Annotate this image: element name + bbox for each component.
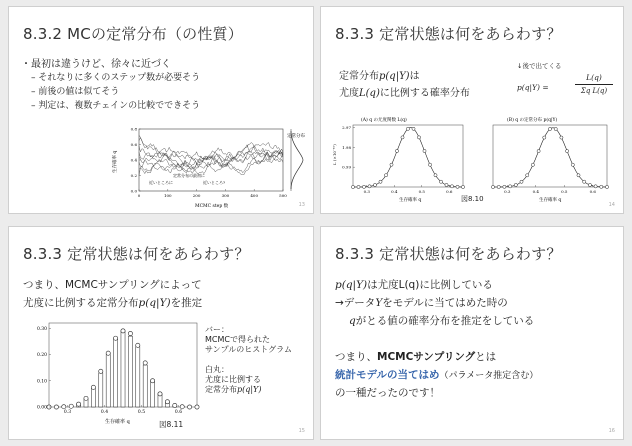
trace-series <box>139 145 283 174</box>
line-text: に比例する確率分布 <box>379 88 470 99</box>
stationary-point <box>106 351 110 355</box>
slide-4[interactable] <box>320 226 624 440</box>
x-tick-label: 200 <box>192 193 201 198</box>
stationary-point <box>151 379 155 383</box>
y-tick-label: 0.20 <box>36 353 47 358</box>
x-tick-label: 100 <box>163 193 172 198</box>
hist-bar <box>114 339 118 407</box>
slide-4-line-5 <box>335 367 538 382</box>
slide-4-line-1 <box>335 277 493 292</box>
data-point <box>362 185 365 188</box>
line-text: は尤度L(q)に比例している <box>367 279 493 291</box>
hist-bar <box>99 373 103 407</box>
math-lq: L(q) <box>359 88 380 99</box>
data-point <box>554 127 557 130</box>
chart-b-xlabel: 生存確率 q <box>539 198 562 203</box>
x-tick-label: 0.3 <box>504 189 511 194</box>
math-pqy: p(q|Y) <box>237 385 262 394</box>
hist-bar <box>106 355 110 408</box>
slide-1[interactable] <box>8 6 314 214</box>
x-tick-label: 0.6 <box>589 189 596 194</box>
x-tick-label: 0.5 <box>137 410 146 415</box>
y-tick-label: 0.00 <box>36 405 47 411</box>
line-text: つまり、 <box>335 351 377 363</box>
math-q: q <box>349 315 356 327</box>
data-point <box>531 163 534 166</box>
data-point <box>594 185 597 188</box>
x-tick-label: 0.5 <box>561 189 568 194</box>
data-point <box>450 185 453 188</box>
sub-bullet-1: – それなりに多くのステップ数が必要そう <box>31 73 201 83</box>
data-point <box>368 185 371 188</box>
slide-4-title: 8.3.3 定常状態は何をあらわす？ <box>335 245 562 263</box>
x-tick-label: 0.5 <box>418 189 425 194</box>
figure-8-11-caption: 図8.11 <box>159 420 184 429</box>
line-text: （パラメータ推定含む） <box>439 371 539 381</box>
page-number: 14 <box>608 202 615 208</box>
likelihood-line <box>339 84 470 99</box>
data-point <box>445 183 448 186</box>
data-point <box>384 174 387 177</box>
y-tick-label: 0.6 <box>130 142 137 147</box>
data-point <box>379 180 382 183</box>
x-tick-label: 0.3 <box>63 410 72 415</box>
data-point <box>509 185 512 188</box>
x-tick-label: 0.6 <box>446 189 453 194</box>
stationary-point <box>114 336 118 340</box>
density-line <box>353 128 463 187</box>
line-text: 定常分布 <box>205 385 237 394</box>
data-point <box>373 183 376 186</box>
density-line <box>493 128 607 187</box>
page-number: 16 <box>608 428 615 434</box>
histogram-chart <box>21 319 201 429</box>
line-text: 尤度 <box>339 88 359 99</box>
data-point <box>497 185 500 188</box>
data-point <box>600 185 603 188</box>
formula-lhs: p(q|Y) = <box>517 83 549 92</box>
data-point <box>566 149 569 152</box>
data-point <box>390 163 393 166</box>
hist-bar <box>143 365 147 407</box>
data-point <box>560 136 563 139</box>
line-text: とは <box>475 351 497 363</box>
data-point <box>583 180 586 183</box>
data-point <box>526 174 529 177</box>
line-text: 尤度に比例する定常分布 <box>23 297 139 309</box>
trace-xlabel: MCMC step 数 <box>195 204 229 209</box>
x-tick-label: 500 <box>279 193 287 198</box>
data-point <box>588 183 591 186</box>
math-pqy: p(q|Y) <box>138 297 171 309</box>
math-y: Y <box>375 297 383 309</box>
figure-8-10-caption: 図8.10 <box>461 195 484 203</box>
y-tick-label: 0.30 <box>36 326 47 332</box>
data-point <box>412 127 415 130</box>
data-point <box>491 185 494 188</box>
bullet-text: 最初は違うけど、徐々に近づく <box>31 59 171 70</box>
x-tick-label: 0.4 <box>100 410 109 415</box>
stationary-point <box>99 369 103 373</box>
data-point <box>543 136 546 139</box>
line-text: がとる値の確率分布を推定をしている <box>355 315 535 327</box>
legend-bar <box>205 325 292 355</box>
stationary-point <box>62 405 66 409</box>
statistical-model-fitting-emphasis: 統計モデルの当てはめ <box>335 369 440 381</box>
fraction-bar <box>575 84 613 85</box>
data-point <box>520 180 523 183</box>
data-point <box>357 185 360 188</box>
slide-1-title: 8.3.2 MCの定常分布（の性質） <box>23 25 243 43</box>
stationary-point <box>165 400 169 404</box>
math-pqy: p(q|Y) <box>379 71 410 82</box>
stationary-label: 定常分布 <box>287 134 305 139</box>
sub-bullet-2: – 前後の値は似てそう <box>31 87 120 97</box>
stationary-point <box>158 392 162 396</box>
legend-circle-line-2 <box>205 385 261 395</box>
page-number: 13 <box>298 202 305 208</box>
data-point <box>461 185 464 188</box>
stationary-point <box>173 403 177 407</box>
hist-bar <box>121 331 125 407</box>
stationary-point <box>195 405 199 409</box>
slide-4-line-2 <box>335 295 508 310</box>
y-tick-label: 0.2 <box>130 173 137 178</box>
chart-a-ylabel: L (×10⁻¹⁰) <box>332 144 337 165</box>
slide-4-line-3 <box>349 313 534 328</box>
line-text: をモデルに当てはめた時の <box>382 297 508 309</box>
data-point <box>514 183 517 186</box>
x-tick-label: 0.6 <box>174 410 183 415</box>
legend-circle-line-1: 尤度に比例する <box>205 375 261 384</box>
y-tick-label: 0.4 <box>130 157 137 163</box>
slide-3-line-2 <box>23 295 202 310</box>
bullet-mark: ・ <box>21 59 31 70</box>
data-point <box>537 149 540 152</box>
math-pqy: p(q|Y) <box>335 279 368 291</box>
hist-bar <box>151 381 155 407</box>
trace-ylabel: 生存確率 q <box>113 150 118 173</box>
data-point <box>439 180 442 183</box>
stationary-point <box>69 404 73 408</box>
stationary-point <box>188 405 192 409</box>
formula-denominator: Σq L(q) <box>580 87 608 95</box>
x-tick-label: 0.3 <box>363 189 370 194</box>
stationary-point <box>54 405 58 409</box>
x-tick-label: 0.4 <box>532 189 539 194</box>
y-tick-label: 0.8 <box>130 126 137 132</box>
later-note: ↓後で出てくる <box>517 62 562 70</box>
chart-a-title: (A) q の尤度関数 L(q) <box>361 118 407 123</box>
data-point <box>503 185 506 188</box>
likelihood-chart <box>329 115 469 205</box>
data-point <box>456 185 459 188</box>
y-tick-label: 0.99 <box>342 164 351 170</box>
y-tick-label: 2.97 <box>342 125 351 131</box>
bullet-1 <box>21 55 171 70</box>
chart-b-title: (B) q の定常分布 p(q|Y) <box>507 118 558 123</box>
legend-bar-line-2: サンプルのヒストグラム <box>205 345 293 354</box>
hist-bar <box>136 347 140 407</box>
data-point <box>605 185 608 188</box>
stationary-point <box>143 361 147 365</box>
data-point <box>571 163 574 166</box>
legend-bar-title: バー： <box>205 325 229 334</box>
data-point <box>577 174 580 177</box>
y-tick-label: 0.0 <box>130 188 137 194</box>
stationary-line <box>339 67 420 82</box>
data-point <box>423 149 426 152</box>
slide-3[interactable] <box>8 226 314 440</box>
slide-4-line-4 <box>335 349 496 364</box>
x-tick-label: 300 <box>221 193 230 198</box>
formula-numerator: L(q) <box>586 73 602 82</box>
data-point <box>548 127 551 130</box>
slide-2[interactable] <box>320 6 624 214</box>
mcmc-trace-chart <box>109 125 309 210</box>
annotation-line-1: 定常分布の最初に <box>173 173 205 178</box>
hist-xlabel: 生存確率 q <box>105 419 130 425</box>
page-number: 15 <box>298 428 305 434</box>
stationary-point <box>180 405 184 409</box>
data-point <box>434 174 437 177</box>
stationary-chart <box>479 115 619 205</box>
legend-bar-line-1: MCMCで得られた <box>205 335 270 344</box>
mcmc-sampling-emphasis: MCMCサンプリング <box>377 351 476 363</box>
slide-3-title: 8.3.3 定常状態は何をあらわす？ <box>23 245 250 263</box>
data-point <box>406 127 409 130</box>
y-tick-label: 0.10 <box>36 379 47 385</box>
data-point <box>395 149 398 152</box>
data-point <box>351 185 354 188</box>
slide-2-title: 8.3.3 定常状態は何をあらわす？ <box>335 25 562 43</box>
stationary-density-curve <box>291 131 303 189</box>
data-point <box>401 136 404 139</box>
line-text: 定常分布 <box>339 71 379 82</box>
y-tick-label: 1.98 <box>342 144 351 150</box>
stationary-point <box>128 331 132 335</box>
data-point <box>417 136 420 139</box>
chart-a-xlabel: 生存確率 q <box>399 198 422 203</box>
data-point <box>428 163 431 166</box>
legend-circle-title: 白丸： <box>205 365 229 374</box>
stationary-point <box>91 385 95 389</box>
hist-bar <box>128 336 132 407</box>
legend-circle <box>205 365 261 395</box>
stationary-point <box>84 396 88 400</box>
line-text: を推定 <box>170 297 203 309</box>
x-tick-label: 0 <box>137 193 141 198</box>
x-tick-label: 0.4 <box>391 189 398 194</box>
slide-4-line-6: の一種だったのです！ <box>335 387 440 399</box>
annotation-line-2: 近いところに <box>149 180 173 185</box>
stationary-point <box>77 402 81 406</box>
x-tick-label: 400 <box>250 193 259 198</box>
sub-bullet-3: – 判定は、複数チェインの比較でできそう <box>31 101 201 111</box>
line-text: →データ <box>335 297 376 309</box>
slide-3-line-1: つまり、MCMCサンプリングによって <box>23 279 202 291</box>
annotation-line-3: 近いところ? <box>203 180 226 185</box>
stationary-point <box>136 343 140 347</box>
stationary-point <box>121 329 125 333</box>
hist-bar <box>91 389 95 407</box>
line-text: は <box>409 71 420 82</box>
